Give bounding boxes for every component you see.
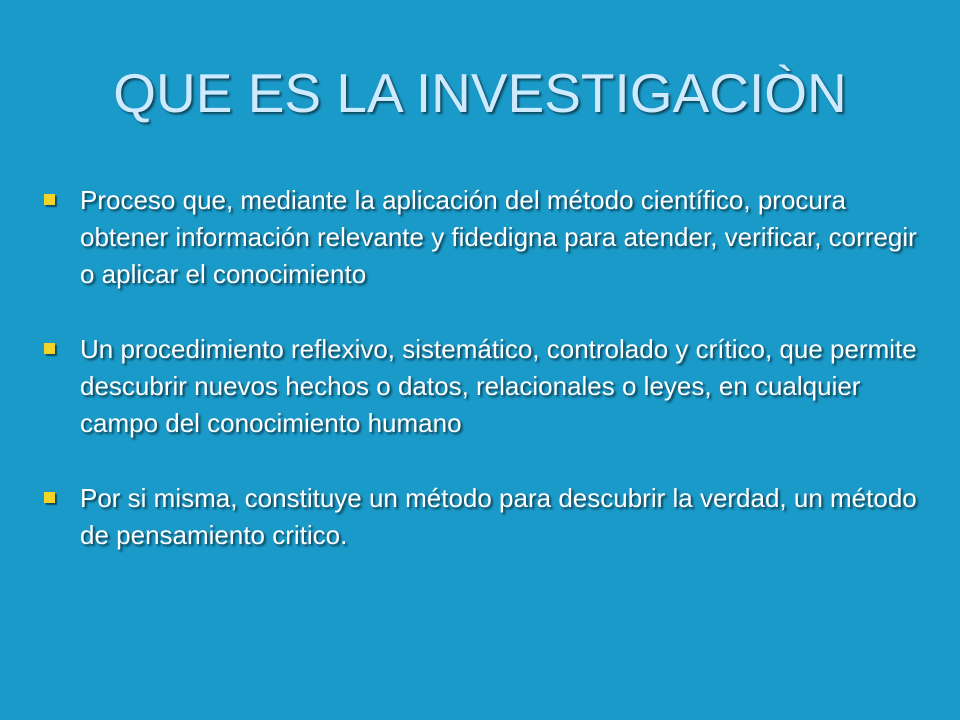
bullet-item bbox=[44, 331, 924, 442]
bullet-text: Por si misma, constituye un método para descubrir la verdad, un método de pensamiento critico. bbox=[80, 483, 917, 550]
square-bullet-icon bbox=[44, 194, 55, 205]
bullet-text: Proceso que, mediante la aplicación del método científico, procura obtener información relevante y fidedigna para atender, verificar, corregir o aplicar el conocimiento bbox=[80, 185, 917, 289]
bullet-text: Un procedimiento reflexivo, sistemático, controlado y crítico, que permite descubrir nuevos hechos o datos, relacionales o leyes, en cualquier campo del conocimiento humano bbox=[80, 334, 917, 438]
slide-title: QUE ES LA INVESTIGACIÒN bbox=[113, 62, 847, 124]
bullet-item bbox=[44, 480, 924, 554]
square-bullet-icon bbox=[44, 492, 55, 503]
bullet-item bbox=[44, 182, 924, 293]
bullet-list bbox=[44, 182, 924, 592]
square-bullet-icon bbox=[44, 343, 55, 354]
